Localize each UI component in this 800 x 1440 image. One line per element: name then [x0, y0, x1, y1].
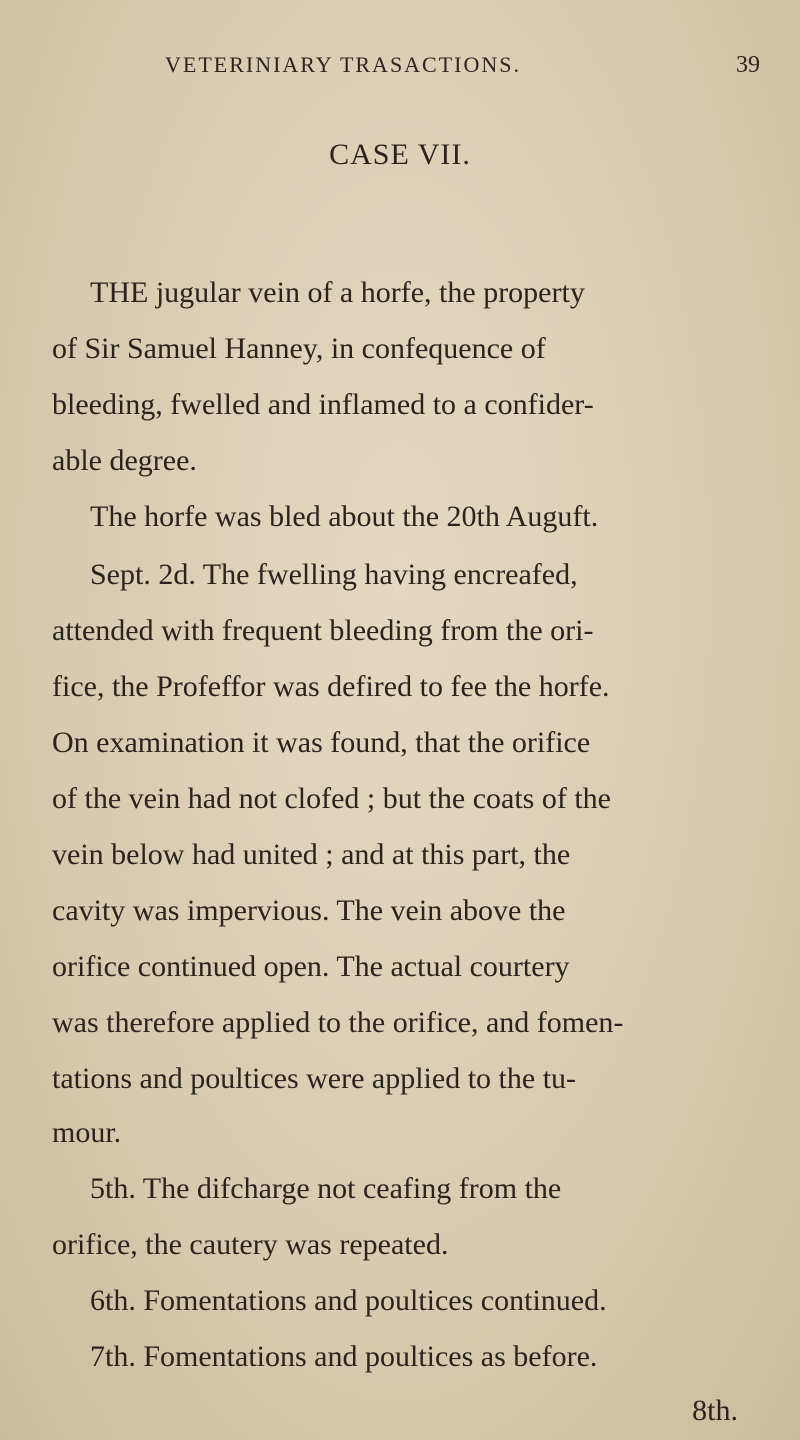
text-line-8: fice, the Profeffor was defired to fee the horfe.	[52, 670, 610, 703]
text-line-14: was therefore applied to the orifice, and fomen-	[52, 1006, 624, 1039]
text-line-6: Sept. 2d. The fwelling having encreafed,	[90, 558, 578, 591]
catchword: 8th.	[692, 1394, 738, 1427]
text-line-7: attended with frequent bleeding from the ori-	[52, 614, 594, 647]
text-line-10: of the vein had not clofed ; but the coats of the	[52, 782, 611, 815]
text-line-1: THE jugular vein of a horfe, the property	[90, 276, 585, 309]
text-line-19: 6th. Fomentations and poultices continued.	[90, 1284, 607, 1317]
text-line-3: bleeding, fwelled and inflamed to a confider-	[52, 388, 594, 421]
text-line-18: orifice, the cautery was repeated.	[52, 1228, 449, 1261]
text-line-2: of Sir Samuel Hanney, in confequence of	[52, 332, 546, 365]
text-line-5: The horfe was bled about the 20th Auguft.	[90, 500, 599, 533]
text-line-13: orifice continued open. The actual courtery	[52, 950, 570, 983]
running-head	[165, 52, 760, 88]
text-line-11: vein below had united ; and at this part, the	[52, 838, 571, 871]
running-title: VETERINIARY TRASACTIONS.	[165, 52, 522, 77]
text-line-17: 5th. The difcharge not ceafing from the	[90, 1172, 562, 1205]
text-line-20: 7th. Fomentations and poultices as before.	[90, 1340, 598, 1373]
text-line-9: On examination it was found, that the orifice	[52, 726, 591, 759]
case-heading: CASE VII.	[329, 138, 471, 171]
text-line-4: able degree.	[52, 444, 197, 477]
page-number: 39	[736, 52, 760, 78]
text-line-12: cavity was impervious. The vein above the	[52, 894, 566, 927]
text-line-16: mour.	[52, 1116, 122, 1149]
text-line-15: tations and poultices were applied to the tu-	[52, 1062, 577, 1095]
